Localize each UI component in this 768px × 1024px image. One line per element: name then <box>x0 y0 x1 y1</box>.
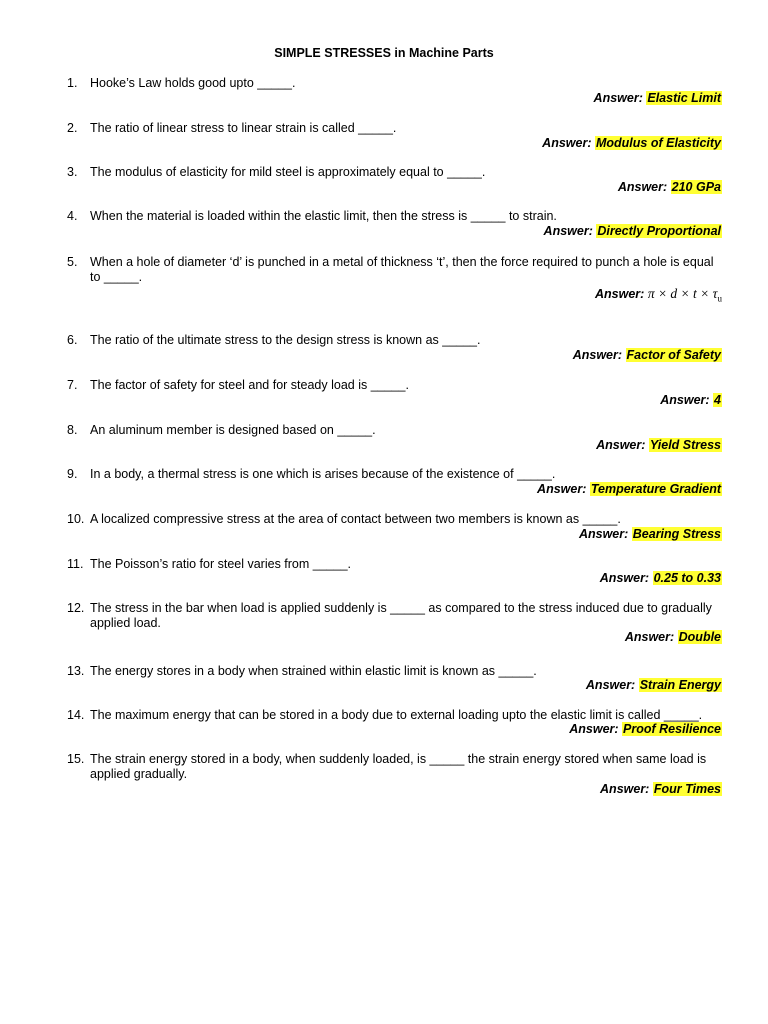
answer-value: Temperature Gradient <box>590 482 721 496</box>
question-number: 5. <box>67 255 78 269</box>
question-text: The strain energy stored in a body, when suddenly loaded, is _____ the strain energy stored when same load is applied gradually. <box>90 752 707 781</box>
question-number: 3. <box>67 165 78 179</box>
question-number: 10. <box>67 512 85 526</box>
question-text: When a hole of diameter ‘d’ is punched in a metal of thickness ‘t’, then the force required to punch a hole is equal to _____. <box>90 255 714 284</box>
answer-value: 210 GPa <box>671 180 721 194</box>
question-number: 15. <box>67 752 85 766</box>
question-number: 2. <box>67 121 78 135</box>
answer-label: Answer: <box>585 678 636 692</box>
answer-label: Answer: <box>593 91 643 105</box>
answer-value: Bearing Stress <box>632 527 721 541</box>
answer <box>544 224 722 239</box>
answer-label: Answer: <box>537 482 587 496</box>
answer-label: Answer: <box>599 571 650 585</box>
answer <box>586 678 722 693</box>
answer-value: Yield Stress <box>649 438 721 452</box>
question-number: 13. <box>67 664 85 678</box>
question-text: The ratio of the ultimate stress to the design stress is known as _____. <box>90 333 481 347</box>
question-text: An aluminum member is designed based on _____. <box>90 423 376 437</box>
answer-formula: $\pi \times d \times t \times \tau_u$ <box>647 286 722 304</box>
answer-label: Answer: <box>596 438 646 452</box>
question-number: 12. <box>67 601 85 615</box>
question-text: The factor of safety for steel and for steady load is _____. <box>90 378 409 392</box>
question-text: The energy stores in a body when strained within elastic limit is known as _____. <box>90 664 537 678</box>
answer-value: Elastic Limit <box>647 91 721 105</box>
answer <box>537 482 722 497</box>
answer-value: 0.25 to 0.33 <box>653 571 721 585</box>
answer-label: Answer: <box>542 136 592 150</box>
answer-label: Answer: <box>624 630 675 644</box>
answer-value: Proof Resilience <box>623 722 721 736</box>
answer-label: Answer: <box>572 348 623 362</box>
answer <box>595 286 722 307</box>
answer <box>569 722 722 737</box>
question-text: A localized compressive stress at the area of contact between two members is known as _____. <box>90 512 621 526</box>
question-number: 4. <box>67 209 78 223</box>
answer <box>600 571 722 586</box>
answer-value: Strain Energy <box>639 678 721 692</box>
answer-label: Answer: <box>595 287 645 301</box>
question-text: The stress in the bar when load is applied suddenly is _____ as compared to the stress induced due to gradually applied load. <box>90 601 712 630</box>
question-number: 8. <box>67 423 78 437</box>
question-number: 1. <box>67 76 78 90</box>
page-title: SIMPLE STRESSES in Machine Parts <box>274 46 494 60</box>
answer <box>573 348 722 363</box>
answer-value: Factor of Safety <box>626 348 721 362</box>
answer <box>596 438 722 453</box>
answer-value: Four Times <box>653 782 721 796</box>
answer-label: Answer: <box>617 180 668 194</box>
question-text: The ratio of linear stress to linear strain is called _____. <box>90 121 397 135</box>
question-text: The Poisson’s ratio for steel varies from _____. <box>90 557 352 571</box>
question-number: 14. <box>67 708 85 722</box>
answer-value: Modulus of Elasticity <box>595 136 721 150</box>
answer-label: Answer: <box>660 393 710 407</box>
answer-label: Answer: <box>600 782 650 796</box>
answer <box>594 91 722 106</box>
answer-value: Double <box>678 630 721 644</box>
answer <box>579 527 722 542</box>
answer-label: Answer: <box>578 527 629 541</box>
answer-label: Answer: <box>543 224 593 238</box>
question-number: 9. <box>67 467 78 481</box>
answer <box>625 630 722 645</box>
question-text: The modulus of elasticity for mild steel is approximately equal to _____. <box>90 165 486 179</box>
answer-value: Directly Proportional <box>597 224 721 238</box>
question-number: 7. <box>67 378 78 392</box>
question-text: The maximum energy that can be stored in a body due to external loading upto the elastic limit is called _____. <box>90 708 703 722</box>
answer <box>542 136 722 151</box>
answer <box>600 782 722 797</box>
answer <box>618 180 722 195</box>
answer-label: Answer: <box>569 722 619 736</box>
question-number: 11. <box>67 557 84 571</box>
question-text: Hooke’s Law holds good upto _____. <box>90 76 296 90</box>
question-number: 6. <box>67 333 78 347</box>
question-text: In a body, a thermal stress is one which is arises because of the existence of _____. <box>90 467 556 481</box>
answer <box>660 393 722 408</box>
answer-value: 4 <box>714 393 721 407</box>
question-text: When the material is loaded within the elastic limit, then the stress is _____ to strain. <box>90 209 557 223</box>
